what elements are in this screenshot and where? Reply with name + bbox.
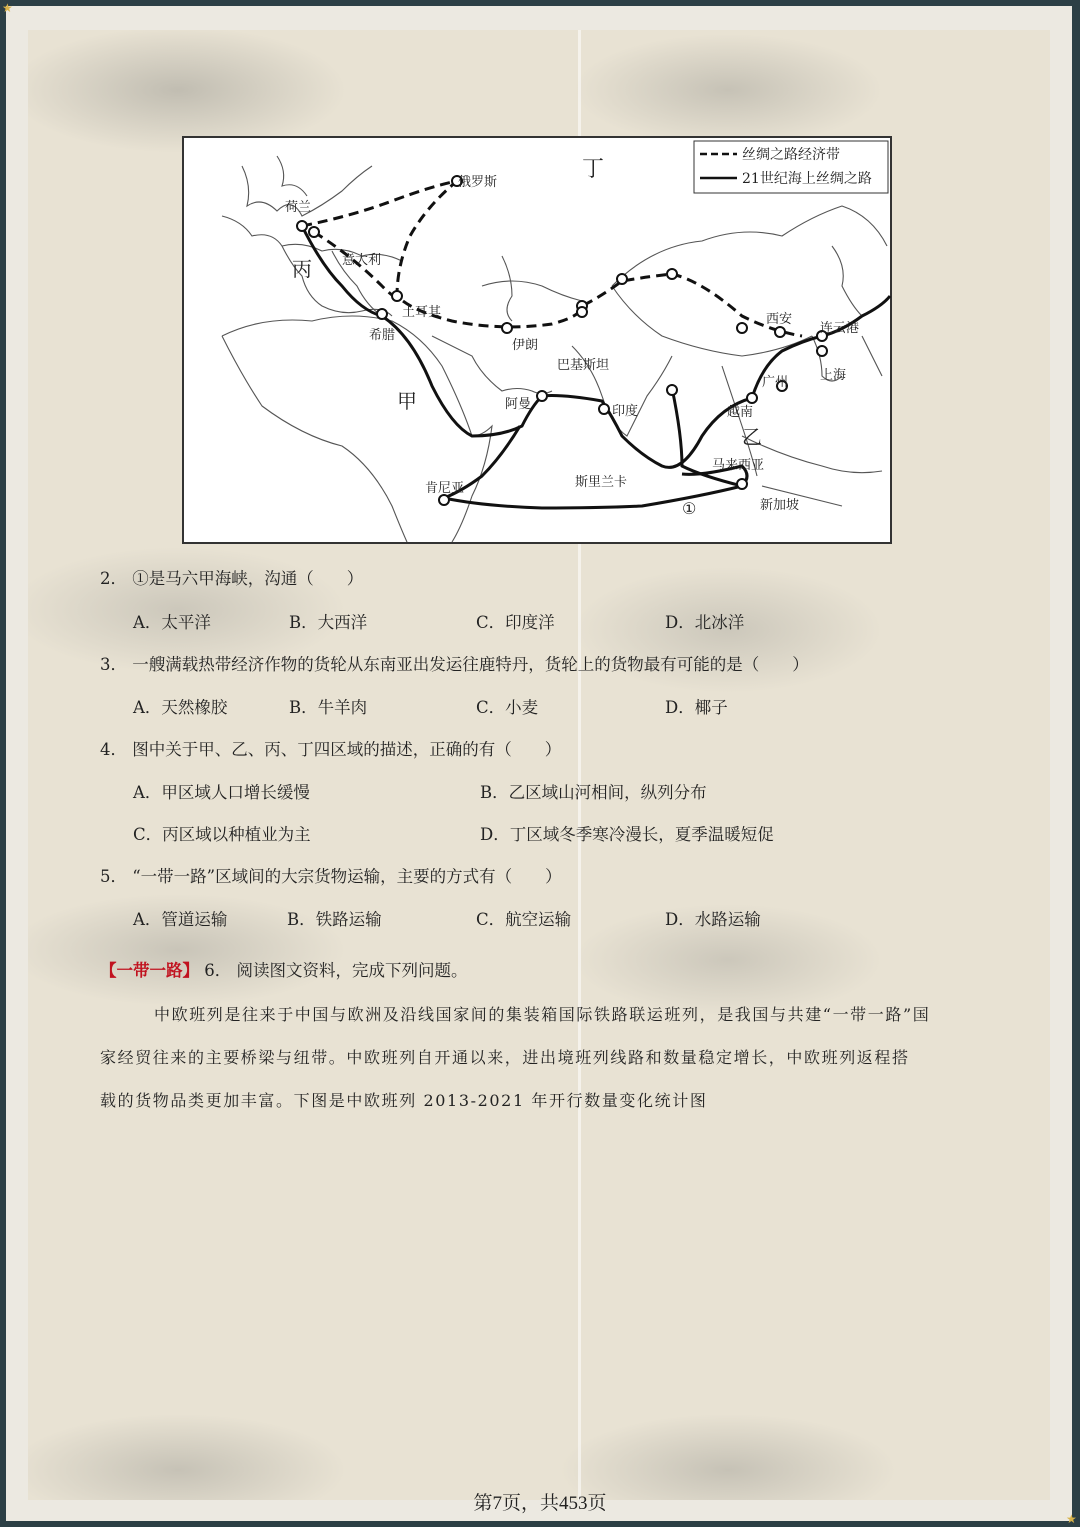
place-label: 斯里兰卡 (575, 475, 628, 490)
place-label: 肯尼亚 (425, 481, 465, 496)
option[interactable]: D．丁区域冬季寒冷漫长，夏季温暖短促 (480, 825, 774, 844)
place-label: 西安 (766, 312, 793, 327)
place-label: 广州 (762, 375, 789, 390)
option[interactable]: B．牛羊肉 (289, 698, 368, 717)
region-label-yi: 乙 (742, 425, 762, 449)
legend-solid-label: 21世纪海上丝绸之路 (742, 171, 872, 187)
option[interactable]: A．管道运输 (133, 910, 228, 929)
section-heading (100, 957, 468, 981)
option[interactable]: C．小麦 (476, 698, 539, 717)
corner-star-icon: ★ (1066, 1512, 1077, 1526)
place-label: 越南 (727, 405, 754, 420)
question-number: 6． (204, 961, 232, 980)
question-stem: ①是马六甲海峡，沟通（ ） (132, 569, 364, 588)
region-label-bing: 丙 (292, 257, 312, 281)
question-number: 3． (100, 655, 127, 674)
question-5 (100, 863, 562, 887)
strait-marker: ① (682, 499, 697, 518)
option[interactable]: A．甲区域人口增长缓慢 (133, 783, 310, 802)
place-label: 上海 (820, 368, 847, 383)
paragraph-line: 载的货物品类更加丰富。下图是中欧班列 2013-2021 年开行数量变化统计图 (100, 1091, 708, 1110)
option[interactable]: A．太平洋 (133, 613, 211, 632)
option[interactable]: B．乙区域山河相间，纵列分布 (480, 783, 707, 802)
place-label: 连云港 (820, 321, 860, 336)
option[interactable]: C．丙区域以种植业为主 (133, 825, 311, 844)
page-footer: 第7页，共453页 (473, 1493, 607, 1514)
place-label: 马来西亚 (712, 458, 765, 473)
question-number: 4． (100, 740, 127, 759)
place-label: 巴基斯坦 (557, 358, 610, 373)
question-4 (100, 736, 561, 760)
place-label: 土耳其 (402, 305, 442, 320)
paragraph-line: 中欧班列是往来于中国与欧洲及沿线国家间的集装箱国际铁路联运班列，是我国与共建“一带一路”国 (154, 1005, 931, 1024)
paragraph-line: 家经贸往来的主要桥梁与纽带。中欧班列自开通以来，进出境班列线路和数量稳定增长，中欧班列返程搭 (100, 1048, 910, 1067)
option[interactable]: B．铁路运输 (287, 910, 382, 929)
option[interactable]: D．水路运输 (665, 910, 761, 929)
option[interactable]: C．航空运输 (476, 910, 572, 929)
question-number: 2． (100, 569, 127, 588)
place-label: 荷兰 (285, 200, 312, 215)
place-label: 意大利 (342, 253, 382, 268)
option[interactable]: B．大西洋 (289, 613, 368, 632)
corner-star-icon: ★ (2, 1, 13, 15)
question-stem: “一带一路”区域间的大宗货物运输，主要的方式有（ ） (132, 867, 562, 886)
legend-dashed-label: 丝绸之路经济带 (742, 147, 840, 163)
option[interactable]: C．印度洋 (476, 613, 555, 632)
question-3 (100, 651, 809, 675)
region-label-ding: 丁 (582, 157, 605, 182)
section-instruction: 阅读图文资料，完成下列问题。 (236, 961, 468, 980)
place-label: 新加坡 (760, 498, 800, 513)
question-stem: 图中关于甲、乙、丙、丁四区域的描述，正确的有（ ） (132, 740, 562, 759)
question-number: 5． (100, 867, 127, 886)
region-label-jia: 甲 (397, 389, 417, 413)
question-stem: 一艘满载热带经济作物的货轮从东南亚出发运往鹿特丹，货轮上的货物最有可能的是（ ） (132, 655, 809, 674)
place-label: 阿曼 (505, 397, 532, 412)
reading-paragraph (100, 993, 984, 1122)
place-label: 俄罗斯 (458, 175, 498, 190)
section-tag: 【一带一路】 (100, 961, 199, 980)
silk-road-map (182, 136, 892, 544)
option[interactable]: D．北冰洋 (665, 613, 745, 632)
question-2 (100, 565, 363, 589)
option[interactable]: D．椰子 (665, 698, 728, 717)
place-label: 希腊 (369, 328, 396, 343)
option[interactable]: A．天然橡胶 (133, 698, 228, 717)
place-label: 印度 (612, 404, 639, 419)
place-label: 伊朗 (512, 338, 539, 353)
